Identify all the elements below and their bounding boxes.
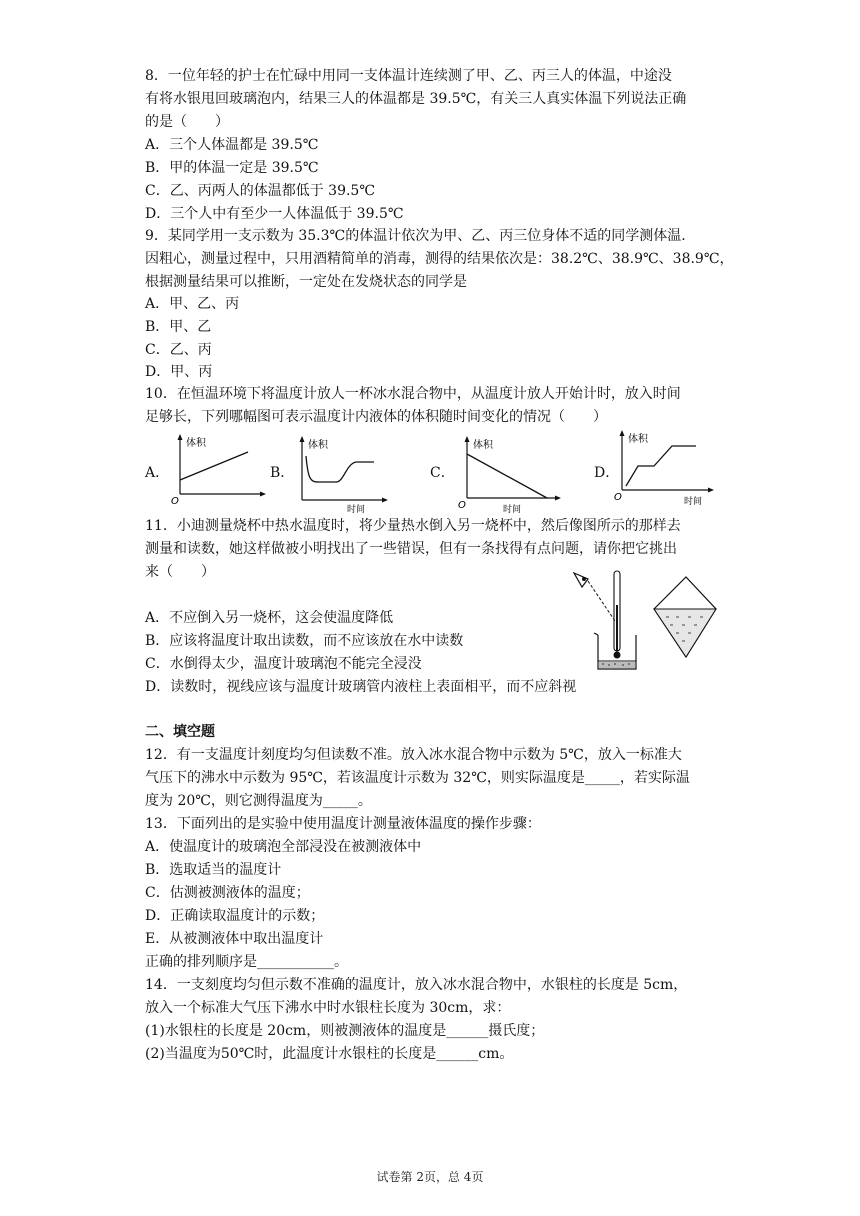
q12-line2: 气压下的沸水中示数为 95℃，若该温度计示数为 32℃，则实际温度是_____，若实际温 — [145, 770, 690, 786]
conical-vessel-icon — [654, 577, 716, 657]
q11-option-d: D．读数时，视线应该与温度计玻璃管内液柱上表面相平，而不应斜视 — [145, 679, 577, 695]
q9-option-b: B．甲、乙 — [145, 319, 212, 335]
q14-part2: (2)当温度为50℃时，此温度计水银柱的长度是______cm。 — [145, 1046, 514, 1062]
q8-line2: 有将水银甩回玻璃泡内，结果三人的体温都是 39.5℃，有关三人真实体温下列说法正确 — [145, 91, 687, 107]
q9-line2: 因粗心，测量过程中，只用酒精简单的消毒，测得的结果依次是：38.2℃、38.9℃、38.9℃， — [145, 251, 734, 267]
q10-graph-d-label: D． — [594, 465, 620, 481]
thermometer-icon — [614, 571, 621, 659]
q14-line2: 放入一个标准大气压下沸水中时水银柱长度为 30cm，求： — [145, 1000, 511, 1016]
q14-part1: (1)水银柱的长度是 20cm，则被测液体的温度是______摄氏度； — [145, 1023, 545, 1039]
eye-icon — [574, 573, 588, 587]
q11-line1: 11．小迪测量烧杯中热水温度时，将少量热水倒入另一烧杯中，然后像图所示的那样去 — [145, 518, 681, 534]
q13-answer-line: 正确的排列顺序是___________。 — [145, 954, 348, 970]
q10-graph-b — [292, 434, 392, 514]
q10-line2: 足够长，下列哪幅图可表示温度计内液体的体积随时间变化的情况（ ） — [145, 409, 607, 425]
q9-option-d: D．甲、丙 — [145, 364, 213, 380]
q10-graph-a-origin: O — [171, 496, 179, 507]
q10-graph-a — [168, 432, 268, 508]
page-footer: 试卷第 2页，总 4页 — [376, 1170, 484, 1184]
q14-line1: 14．一支刻度均匀但示数不准确的温度计，放入冰水混合物中，水银柱的长度是 5cm， — [145, 977, 688, 993]
q8-option-b: B．甲的体温一定是 39.5℃ — [145, 160, 319, 176]
q10-graph-d-xlabel: 时间 — [684, 497, 703, 507]
q10-graph-c-ylabel: 体积 — [473, 440, 493, 451]
q8-option-a: A．三个人体温都是 39.5℃ — [145, 137, 319, 153]
q11-line3: 来（ ） — [145, 564, 215, 580]
q10-graph-a-ylabel: 体积 — [186, 438, 206, 449]
q13-step-c: C．估测被测液体的温度； — [145, 885, 310, 901]
q13-step-d: D．正确读取温度计的示数； — [145, 908, 325, 924]
q10-graph-d-origin: O — [614, 492, 622, 503]
q11-beaker-figure — [570, 565, 720, 675]
q9-line3: 根据测量结果可以推断，一定处在发烧状态的同学是 — [145, 274, 467, 290]
q13-step-b: B．选取适当的温度计 — [145, 862, 282, 878]
q11-option-b: B．应该将温度计取出读数，而不应该放在水中读数 — [145, 633, 464, 649]
q9-option-a: A．甲、乙、丙 — [145, 296, 240, 312]
q13-step-a: A．使温度计的玻璃泡全部浸没在被测液体中 — [145, 839, 422, 855]
q12-line3: 度为 20℃，则它测得温度为_____。 — [145, 793, 372, 809]
q10-graph-a-label: A． — [145, 465, 170, 481]
q8-option-d: D．三个人中有至少一人体温低于 39.5℃ — [145, 206, 404, 222]
q10-graph-b-ylabel: 体积 — [308, 440, 328, 451]
q10-graph-b-label: B． — [270, 465, 295, 481]
q8-option-c: C．乙、丙两人的体温都低于 39.5℃ — [145, 183, 375, 199]
q8-line3: 的是（ ） — [145, 114, 229, 130]
q10-line1: 10．在恒温环境下将温度计放人一杯冰水混合物中，从温度计放人开始计时，放入时间 — [145, 386, 681, 402]
q10-graph-c-label: C． — [430, 465, 455, 481]
q10-graph-b-xlabel: 时间 — [347, 505, 366, 514]
q8-line1: 8．一位年轻的护士在忙碌中用同一支体温计连续测了甲、乙、丙三人的体温，中途没 — [145, 68, 672, 84]
q10-graph-d-ylabel: 体积 — [628, 434, 648, 445]
q11-option-c: C．水倒得太少，温度计玻璃泡不能完全浸没 — [145, 656, 422, 672]
q10-graph-c-origin: O — [458, 500, 466, 511]
q13-line1: 13．下面列出的是实验中使用温度计测量液体温度的操作步骤： — [145, 816, 541, 832]
section-title-fill-blanks: 二、填空题 — [145, 724, 215, 740]
q12-line1: 12．有一支温度计刻度均匀但读数不准。放入冰水混合物中示数为 5℃，放入一标准大 — [145, 747, 682, 763]
q9-option-c: C．乙、丙 — [145, 342, 212, 358]
q10-graph-c-xlabel: 时间 — [503, 505, 522, 514]
q10-graph-d — [612, 428, 718, 510]
q9-line1: 9．某同学用一支示数为 35.3℃的体温计依次为甲、乙、丙三位身体不适的同学测体温. — [145, 228, 686, 244]
q11-option-a: A．不应倒入另一烧杯，这会使温度降低 — [145, 610, 394, 626]
q11-line2: 测量和读数，她这样做被小明找出了一些错误，但有一条找得有点问题，请你把它挑出 — [145, 541, 677, 557]
q10-graph-c — [455, 434, 565, 514]
q13-step-e: E．从被测液体中取出温度计 — [145, 931, 324, 947]
